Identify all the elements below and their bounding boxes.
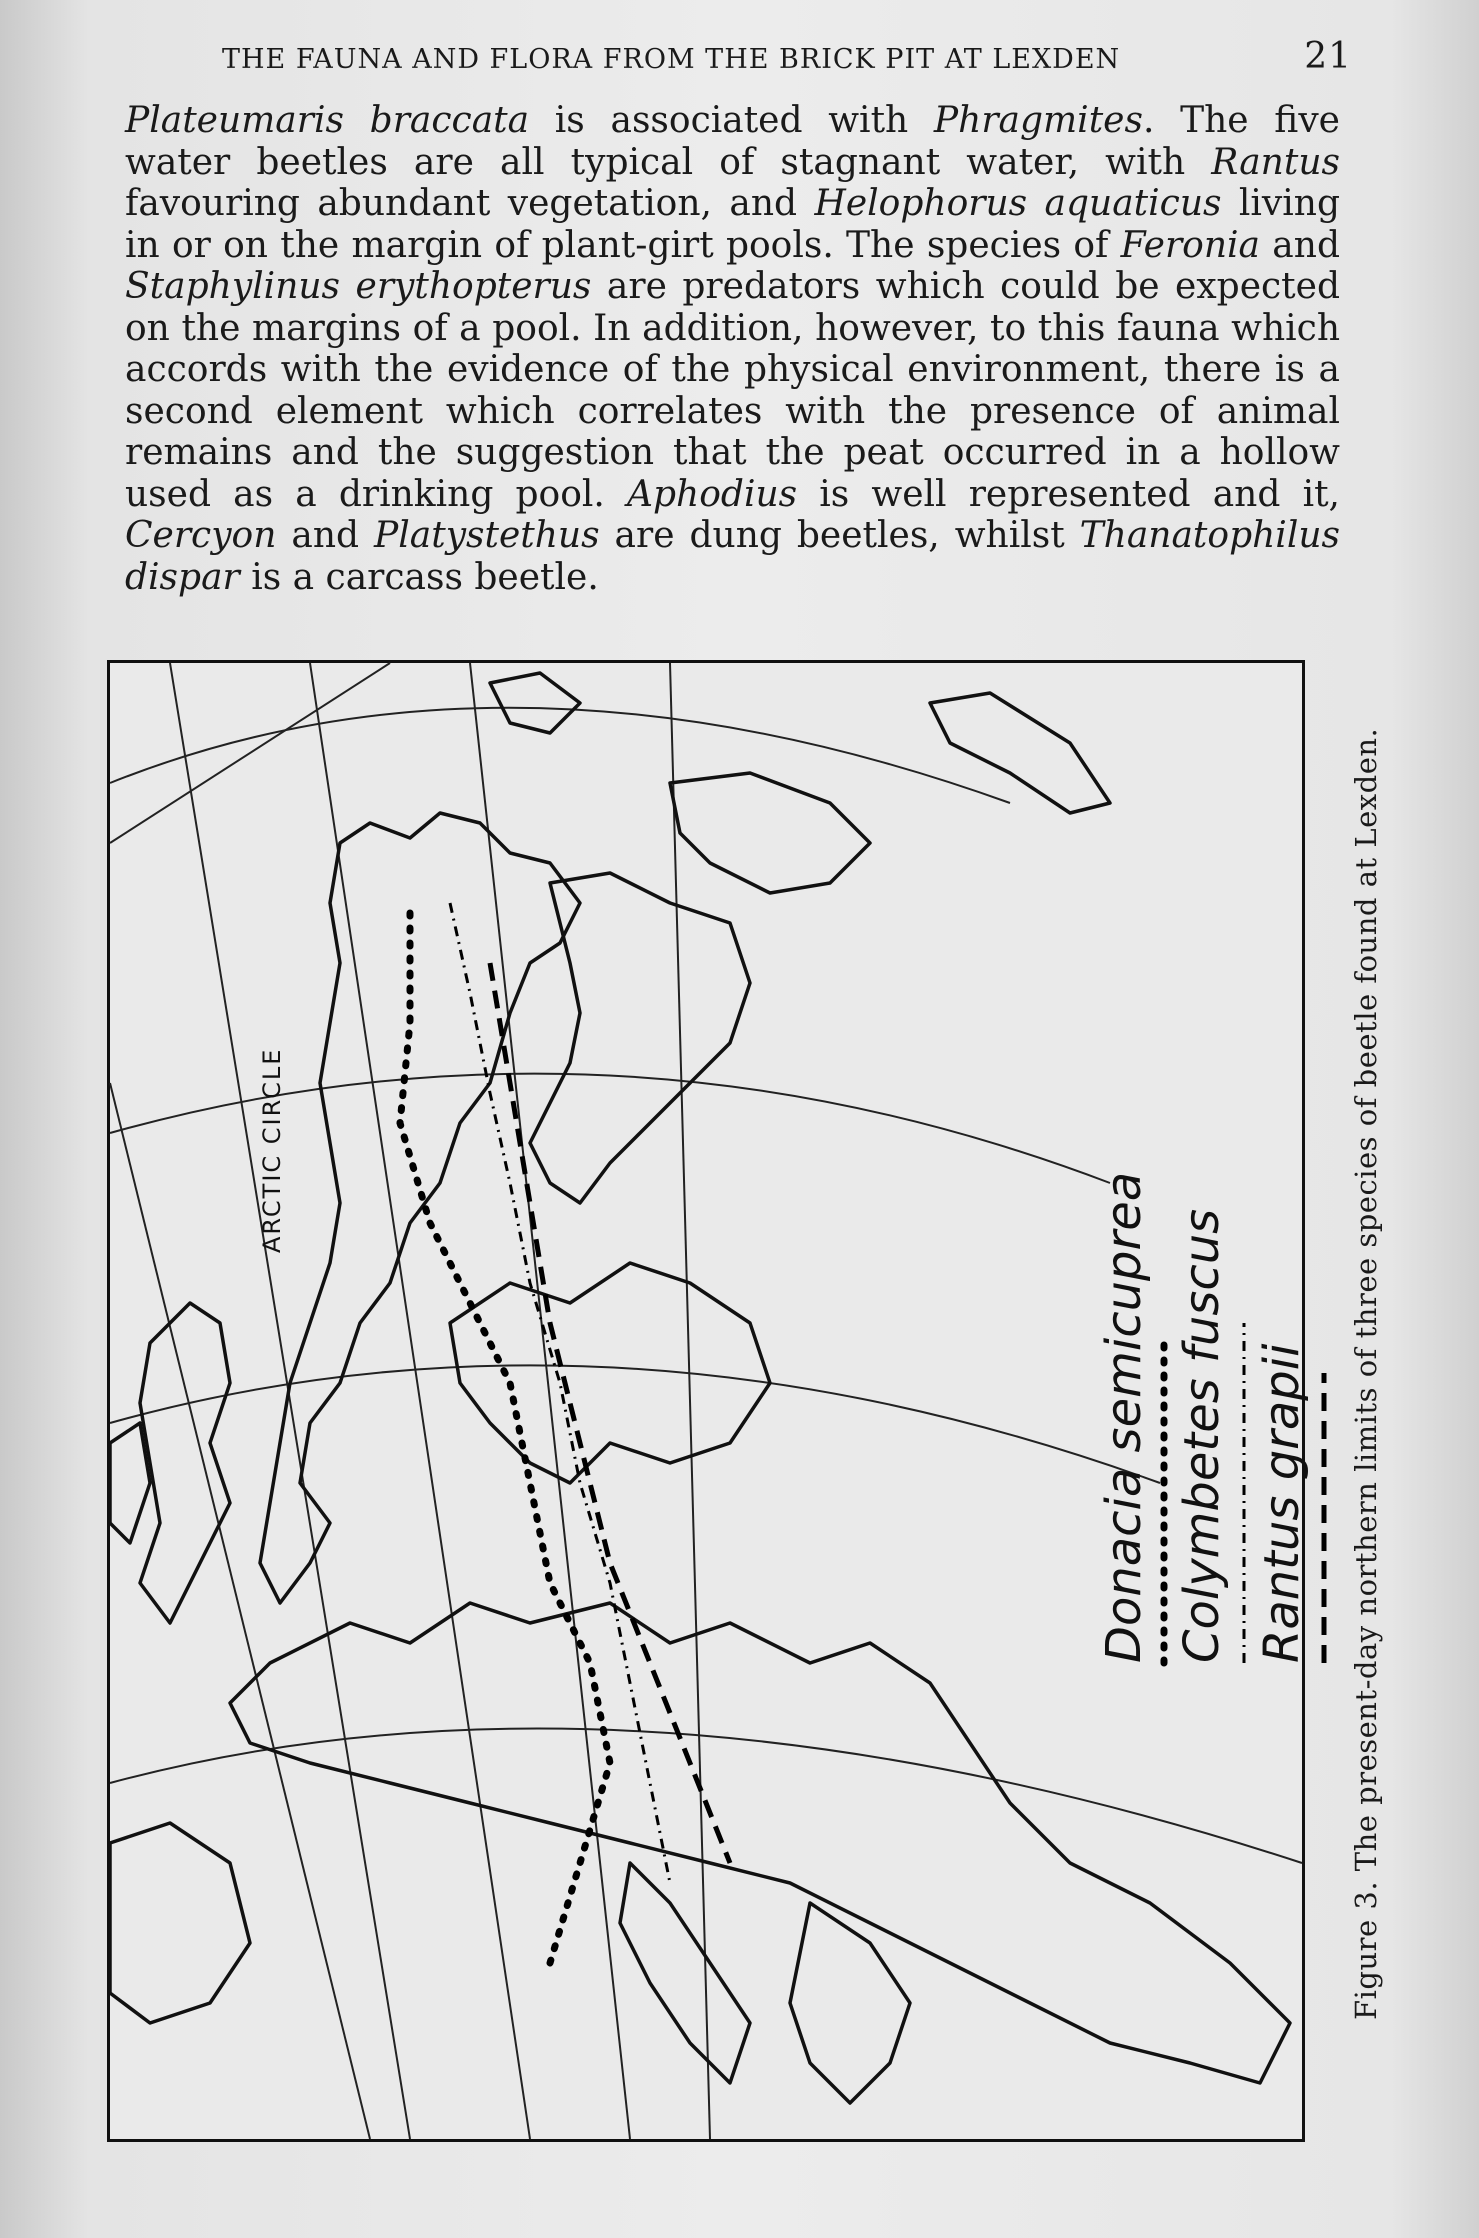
finland-coast (530, 873, 750, 1203)
text-run: favouring abundant vegetation, and (125, 183, 815, 224)
species-name: Phragmites (933, 100, 1143, 141)
text-run: are predators which could be expected on the margins of a pool. In addition, however, to this fauna which accords with the evidence of the physical environment, there is a second element which correlates with the presence of animal remains and the suggestion that the peat occurred in a hollow used as a drinking pool. (125, 266, 1340, 515)
meridian-line (670, 663, 710, 2139)
text-run: and (276, 515, 375, 556)
colymbetes-limit-line (450, 903, 670, 1883)
iberia-coast (110, 1823, 250, 2023)
italy-coast (620, 1863, 750, 2083)
legend-entry-rantus: Rantus grapii (1254, 1343, 1310, 1663)
kola-coast (670, 773, 870, 893)
novaya-zemlya-coast (930, 693, 1110, 813)
species-name: Staphylinus erythopterus (125, 266, 592, 307)
meridian-line (310, 663, 530, 2139)
grid-line (110, 663, 390, 843)
figure-3-map (107, 660, 1310, 2142)
text-run: is associated with (529, 100, 934, 141)
text-run: living in or on the margin of plant-girt pools. The species of (125, 183, 1340, 266)
species-name: Plateumaris braccata (125, 100, 530, 141)
body-paragraph (125, 100, 1340, 598)
figure-caption: Figure 3. The present-day northern limits of three species of beetle found at Lexden. (1349, 727, 1383, 2020)
running-head (222, 36, 1352, 86)
baltic-coast (450, 1263, 770, 1483)
text-run: is a carcass beetle. (239, 556, 599, 598)
species-name: Helophorus aquaticus (814, 183, 1222, 224)
species-name: Thanatophilus dispar (125, 515, 1340, 598)
running-head-title: THE FAUNA AND FLORA FROM THE BRICK PIT AT LEXDEN (222, 44, 1121, 75)
legend-entry-colymbetes: Colymbetes fuscus (1174, 1208, 1230, 1663)
species-name: Cercyon (125, 515, 277, 556)
svalbard-coast (490, 673, 580, 733)
europe-map-svg (110, 663, 1310, 2139)
species-name: Platystethus (374, 515, 600, 556)
meridian-line (170, 663, 410, 2139)
map-legend (1096, 1172, 1324, 1663)
text-run: are dung beetles, whilst (599, 515, 1080, 556)
britain-coast (140, 1303, 230, 1623)
legend-entry-donacia: Donacia semicuprea (1096, 1171, 1152, 1663)
parallel-line (110, 1729, 1302, 1863)
species-name: Rantus (1211, 141, 1340, 183)
arctic-circle-label: ARCTIC CIRCLE (258, 1047, 286, 1253)
page-number: 21 (1304, 36, 1352, 77)
text-run: and (1260, 224, 1340, 266)
paragraph-text (125, 100, 1340, 598)
parallel-line (110, 1365, 1160, 1483)
species-name: Feronia (1120, 224, 1261, 266)
text-run: is well represented and it, (797, 473, 1340, 515)
ireland-coast (110, 1423, 150, 1543)
grid-line (110, 1083, 370, 2139)
text-run: . The five water beetles are all typical of stagnant water, with (125, 100, 1340, 183)
species-name: Aphodius (627, 473, 798, 515)
